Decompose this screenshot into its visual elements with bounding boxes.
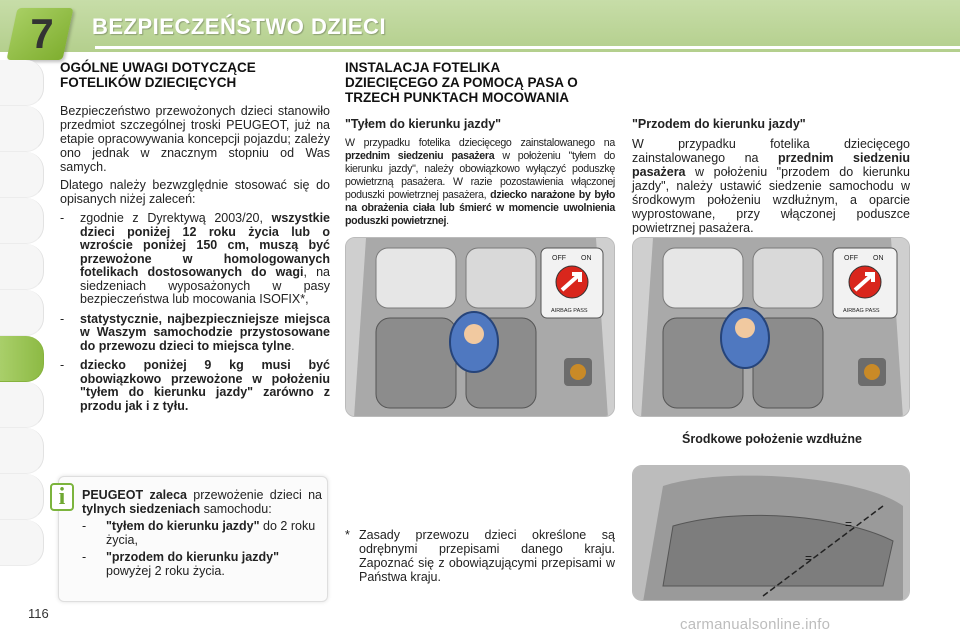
info-icon: i	[50, 483, 74, 511]
figure-seat-rail	[632, 465, 910, 601]
para-text: w położeniu "tyłem do kierunku jazdy", należy obowiązkowo wyłączyć poduszkę powietrzną pasażera. W razie pozostawienia włączonej poduszki powietrznej pasażera,	[345, 150, 615, 201]
left-column	[60, 60, 330, 419]
instructions-paragraph: Dlatego należy bezwzględnie stosować się do opisanych niżej zaleceń:	[60, 178, 330, 206]
bullet-dash: -	[60, 358, 65, 372]
heading-line: OGÓLNE UWAGI DOTYCZĄCE	[60, 60, 256, 75]
info-intro	[82, 489, 322, 516]
info-bold: tylnych siedzeniach	[82, 501, 201, 516]
info-text-part: przewożenie dzieci na	[186, 488, 322, 502]
page-number: 116	[28, 606, 49, 621]
list-item	[60, 359, 330, 413]
para-text: .	[446, 215, 449, 227]
item-text: zgodnie z Dyrektywą 2003/20,	[80, 211, 272, 225]
rear-facing-paragraph	[345, 137, 615, 228]
airbag-off-label: OFF	[844, 255, 858, 262]
page-title: BEZPIECZEŃSTWO DZIECI	[92, 14, 387, 39]
side-tab-10[interactable]	[0, 474, 44, 520]
airbag-pass-label: AIRBAG PASS	[551, 308, 588, 314]
item-bold: "przodem do kierunku jazdy"	[106, 550, 279, 564]
intro-paragraph: Bezpieczeństwo przewożonych dzieci stanowiło przedmiot szczególnej troski PEUGEOT, już na etapie opracowywania koncepcji pojazdu; zależy ono jednak w znacznym stopniu od Was samych.	[60, 104, 330, 174]
side-tab-4[interactable]	[0, 198, 44, 244]
list-item	[82, 551, 322, 578]
section-heading-installation	[345, 60, 615, 105]
item-bold: wszystkie dzieci poniżej 12 roku życia lub o wzroście poniżej 150 cm, muszą być przewożone w homologowanych fotelikach dostosowanych do wagi	[80, 211, 330, 279]
airbag-off-label: OFF	[552, 255, 566, 262]
svg-text:=: =	[805, 551, 813, 565]
heading-line: FOTELIKÓW DZIECIĘCYCH	[60, 75, 237, 90]
subheading-rear-facing: "Tyłem do kierunku jazdy"	[345, 117, 502, 131]
list-item	[60, 313, 330, 354]
svg-text:=: =	[845, 517, 853, 531]
bullet-dash: -	[82, 519, 87, 533]
side-tab-3[interactable]	[0, 152, 44, 198]
bullet-dash: -	[60, 311, 65, 326]
info-text-part: samochodu:	[200, 501, 272, 516]
para-bold: przednim siedzeniu pasażera	[345, 150, 495, 162]
forward-facing-paragraph	[632, 137, 910, 235]
para-bold: dziecko narażone by było na obrażenia ciała lub śmierć w momencie uwolnienia poduszki powietrznej	[345, 189, 615, 227]
info-list	[82, 520, 322, 578]
airbag-warning-icon	[570, 364, 586, 380]
heading-line: DZIECIĘCEGO ZA POMOCĄ PASA O	[345, 75, 578, 90]
side-tab-7-active[interactable]	[0, 336, 44, 382]
item-text: , na siedzeniach wyposażonych w pasy bezpieczeństwa lub mocowania ISOFIX*,	[80, 265, 331, 306]
airbag-pass-label: AIRBAG PASS	[843, 308, 880, 314]
chapter-side-tabs	[0, 60, 48, 580]
list-item	[60, 212, 330, 307]
item-text: powyżej 2 roku życia.	[106, 563, 225, 578]
info-text	[82, 489, 322, 582]
heading-line: INSTALACJA FOTELIKA	[345, 60, 501, 75]
middle-column	[345, 60, 615, 228]
footnote-star: *	[345, 528, 350, 542]
footnote-text: Zasady przewozu dzieci określone są odrębnymi przepisami danego kraju. Zapoznać się z obowiązującymi przepisami w Państwa kraju.	[359, 528, 615, 584]
side-tab-6[interactable]	[0, 290, 44, 336]
car-interior-illustration	[346, 238, 615, 417]
heading-line: TRZECH PUNKTACH MOCOWANIA	[345, 90, 569, 105]
item-text: do 2 roku życia,	[106, 519, 316, 547]
airbag-warning-icon	[864, 364, 880, 380]
list-item	[82, 520, 322, 547]
item-bold: "tyłem do kierunku jazdy"	[106, 519, 260, 533]
side-tab-11[interactable]	[0, 520, 44, 566]
side-tab-2[interactable]	[0, 106, 44, 152]
item-text: .	[291, 338, 295, 353]
seat-rail-illustration	[633, 466, 910, 601]
airbag-on-label: ON	[581, 255, 592, 262]
section-heading-general	[60, 60, 330, 90]
chapter-number: 7	[30, 10, 54, 57]
figure-forward-facing-seat	[632, 237, 910, 417]
item-bold: statystycznie, najbezpieczniejsze miejsca w Waszym samochodzie przystosowane do przewozu dzieci to miejsca tylne	[80, 311, 330, 353]
info-brand: PEUGEOT zaleca	[82, 488, 187, 502]
para-text: W przypadku fotelika dziecięcego zainstalowanego na	[345, 137, 615, 149]
right-column	[632, 117, 910, 235]
side-tab-1[interactable]	[0, 60, 44, 106]
item-bold: dziecko poniżej 9 kg musi być obowiązkowo przewożone w położeniu "tyłem do kierunku jazdy" zarówno z przodu jak i z tyłu.	[80, 358, 330, 413]
footnote	[345, 528, 615, 584]
subheading-forward-facing: "Przodem do kierunku jazdy"	[632, 117, 806, 131]
figure-caption: Środkowe położenie wzdłużne	[682, 432, 862, 446]
car-interior-illustration	[633, 238, 910, 417]
para-text: W przypadku fotelika dziecięcego zainstalowanego na	[632, 137, 910, 165]
airbag-on-label: ON	[873, 255, 884, 262]
recommendations-list	[60, 212, 330, 413]
watermark: carmanualsonline.info	[680, 616, 831, 633]
header-divider	[95, 46, 960, 49]
side-tab-5[interactable]	[0, 244, 44, 290]
side-tab-8[interactable]	[0, 382, 44, 428]
para-bold: przednim siedzeniu pasażera	[632, 151, 910, 179]
side-tab-9[interactable]	[0, 428, 44, 474]
para-text: w położeniu "przodem do kierunku jazdy", należy ustawić siedzenie samochodu w środkowym położeniu wzdłużnym, a oparcie wyprostowane, przy włączonej poduszce powietrznej pasażera.	[632, 165, 910, 235]
bullet-dash: -	[82, 550, 87, 564]
bullet-dash: -	[60, 211, 65, 225]
figure-rear-facing-seat	[345, 237, 615, 417]
